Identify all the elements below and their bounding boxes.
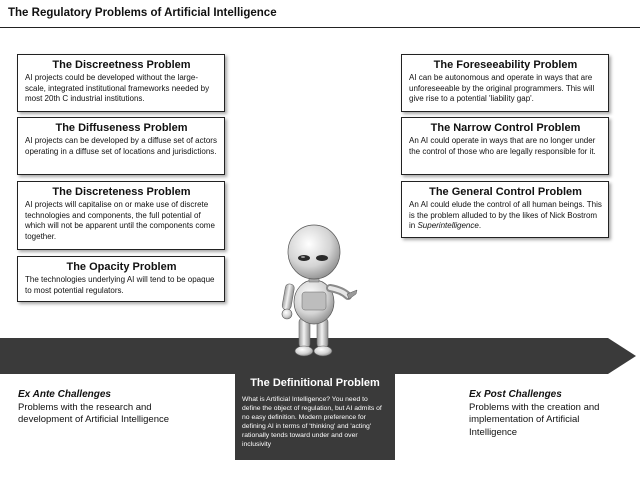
card-text bbox=[409, 200, 602, 232]
card-text: AI projects can be developed by a diffuse set of actors operating in a diffuse set of locations and jurisdictions. bbox=[25, 136, 217, 156]
robot-illustration bbox=[272, 222, 358, 362]
card-heading: The Opacity Problem bbox=[66, 261, 177, 273]
general-control-problem-card bbox=[401, 181, 609, 238]
card-text: The technologies underlying AI will tend to be opaque to most potential regulators. bbox=[25, 275, 215, 295]
definitional-problem-box bbox=[235, 372, 395, 460]
card-text: AI can be autonomous and operate in ways that are unforeseeable by the original programmers. This will give rise to a potential 'liability gap'. bbox=[409, 73, 595, 103]
ex-post-text: Problems with the creation and implementation of Artificial Intelligence bbox=[469, 401, 600, 438]
narrow-control-problem-card bbox=[401, 117, 609, 175]
card-heading: The Foreseeability Problem bbox=[433, 59, 578, 71]
card-heading: The General Control Problem bbox=[429, 186, 582, 198]
title-divider bbox=[0, 27, 640, 28]
card-heading: The Narrow Control Problem bbox=[430, 122, 581, 134]
card-heading: The Discreteness Problem bbox=[52, 186, 191, 198]
page-title: The Regulatory Problems of Artificial Intelligence bbox=[8, 7, 277, 19]
card-text: An AI could operate in ways that are no longer under the control of those who are legally responsible for it. bbox=[409, 136, 596, 156]
ex-post-section bbox=[469, 389, 619, 439]
ex-post-heading: Ex Post Challenges bbox=[469, 389, 562, 400]
card-text-part: . bbox=[478, 221, 482, 230]
card-heading: The Diffuseness Problem bbox=[55, 122, 188, 134]
card-heading: The Discreetness Problem bbox=[52, 59, 191, 71]
diffuseness-problem-card bbox=[17, 117, 225, 175]
book-title: Superintelligence bbox=[417, 221, 479, 230]
foreseeability-problem-card bbox=[401, 54, 609, 112]
card-text: AI projects could be developed without the large-scale, integrated institutional frameworks needed by most 20th C industrial institutions. bbox=[25, 73, 210, 103]
definitional-heading: The Definitional Problem bbox=[250, 377, 380, 389]
opacity-problem-card bbox=[17, 256, 225, 302]
discreetness-problem-card bbox=[17, 54, 225, 112]
card-text: AI projects will capitalise on or make use of discrete technologies and components, the full potential of which will not be apparent until the components come together. bbox=[25, 200, 215, 241]
definitional-text: What is Artificial Intelligence? You need to define the object of regulation, but AI admits of no easy definition. Modern preference for defining AI in terms of 'thinking' and 'acting' rationally tends toward under and over inclusivity bbox=[242, 396, 382, 448]
discreteness-problem-card bbox=[17, 181, 225, 250]
card-text-part: An AI could elude the control of all human beings. This is the problem alluded to by the likes of Nick Bostrom in bbox=[409, 200, 602, 230]
ex-ante-text: Problems with the research and development of Artificial Intelligence bbox=[18, 401, 170, 425]
ex-ante-section bbox=[18, 389, 188, 427]
ex-ante-heading: Ex Ante Challenges bbox=[18, 389, 111, 400]
